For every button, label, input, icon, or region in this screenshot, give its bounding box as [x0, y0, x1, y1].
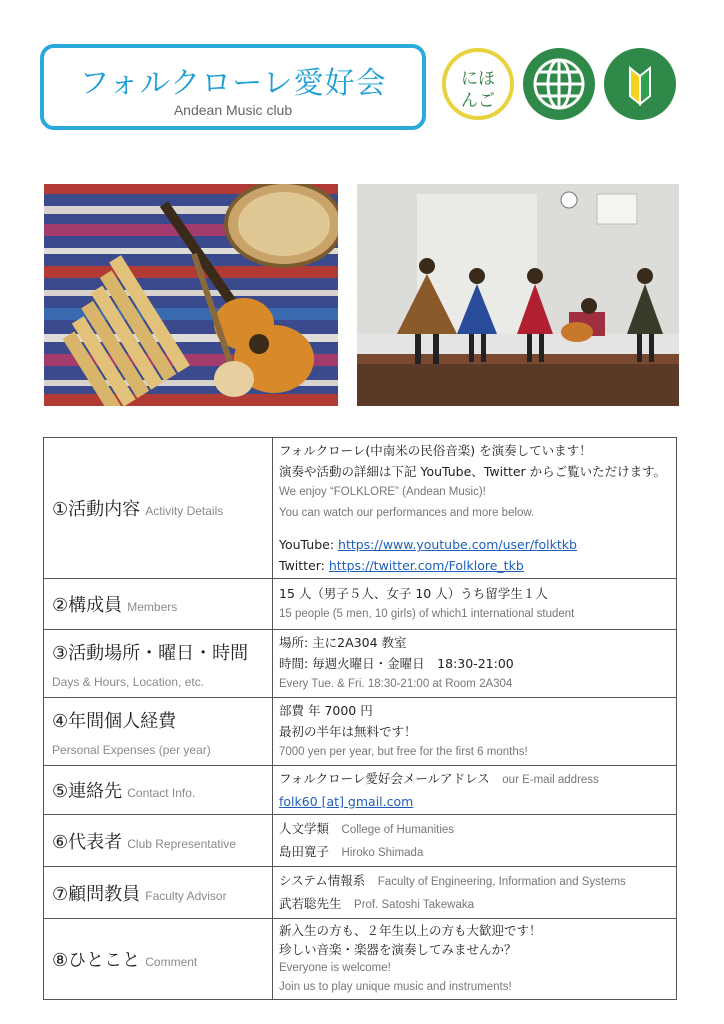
row-content	[273, 698, 677, 766]
twitter-link[interactable]: https://twitter.com/Folklore_tkb	[328, 558, 524, 573]
text-line: フォルクローレ(中南米の民俗音楽) を演奏しています！	[279, 443, 592, 458]
text-line: 時間: 毎週火曜日・金曜日 18:30-21:00	[279, 656, 514, 671]
email-link[interactable]: folk60 [at] gmail.com	[279, 794, 414, 809]
text-line	[279, 818, 670, 841]
label-en: Club Representative	[127, 836, 236, 851]
row-content	[273, 579, 677, 630]
text-line	[279, 893, 670, 916]
twitter-line	[279, 555, 670, 576]
label-jp: ②構成員	[52, 595, 123, 616]
instruments-photo	[44, 184, 338, 406]
performance-photo	[357, 184, 679, 406]
faculty-en: Faculty of Engineering, Information and Systems	[377, 875, 626, 888]
table-row	[44, 919, 677, 1000]
club-subtitle: Andean Music club	[173, 102, 293, 118]
label-jp: ①活動内容	[52, 499, 141, 520]
row-label	[44, 698, 273, 766]
badge-text-bottom: んご	[461, 91, 495, 111]
row-label	[44, 867, 273, 919]
text-line	[279, 768, 670, 791]
youtube-line	[279, 534, 670, 555]
table-row	[44, 630, 677, 698]
label-en: Members	[127, 600, 178, 614]
youtube-label: YouTube:	[279, 537, 339, 552]
advisor-en: Prof. Satoshi Takewaka	[354, 898, 474, 911]
table-row	[44, 815, 677, 867]
text-line: 場所: 主に2A304 教室	[279, 635, 407, 650]
text-line-en: You can watch our performances and more below.	[279, 507, 535, 519]
text-line-en: Join us to play unique music and instruments!	[279, 981, 512, 993]
contact-label: フォルクローレ愛好会メールアドレス	[279, 771, 490, 786]
club-info-table	[43, 437, 677, 1000]
club-title-box	[40, 44, 426, 130]
text-line-en: 15 people (5 men, 10 girls) of which1 international student	[279, 608, 575, 620]
text-line-en: We enjoy “FOLKLORE” (Andean Music)!	[279, 486, 486, 498]
label-en: Activity Details	[145, 504, 224, 518]
table-row	[44, 867, 677, 919]
table-row	[44, 766, 677, 815]
label-en: Personal Expenses (per year)	[52, 742, 211, 757]
text-line: 15 人（男子５人、女子 10 人）うち留学生１人	[279, 586, 548, 601]
text-line: 新入生の方も、２年生以上の方も大歓迎です！	[279, 923, 542, 938]
row-content	[273, 438, 677, 579]
text-line-en: Everyone is welcome!	[279, 962, 391, 974]
club-title: フォルクローレ愛好会	[79, 66, 387, 101]
dept-jp: 人文学類	[279, 820, 330, 836]
table-row	[44, 438, 677, 579]
label-en: Comment	[145, 955, 198, 969]
twitter-label: Twitter:	[279, 558, 329, 573]
text-line: 演奏や活動の詳細は下記 YouTube、Twitter からご覧いただけます。	[279, 464, 667, 479]
dept-en: College of Humanities	[341, 823, 455, 836]
text-line: 最初の半年は無料です！	[279, 724, 417, 739]
youtube-link[interactable]: https://www.youtube.com/user/folktkb	[338, 537, 577, 552]
label-jp: ⑥代表者	[52, 831, 123, 853]
faculty-jp: システム情報系	[279, 872, 366, 888]
advisor-jp: 武若聡先生	[279, 895, 342, 911]
name-en: Hiroko Shimada	[341, 846, 424, 859]
row-label	[44, 815, 273, 867]
row-content	[273, 630, 677, 698]
row-content	[273, 766, 677, 815]
text-line: 珍しい音楽・楽器を演奏してみませんか？	[279, 942, 517, 957]
globe-icon	[523, 48, 595, 120]
label-jp: ⑦顧問教員	[52, 883, 141, 905]
row-label	[44, 919, 273, 1000]
text-line-en: Every Tue. & Fri. 18:30-21:00 at Room 2A304	[279, 678, 513, 690]
text-line-en: 7000 yen per year, but free for the first 6 months!	[279, 746, 528, 758]
text-line	[279, 841, 670, 864]
row-content	[273, 919, 677, 1000]
text-line: 部費 年 7000 円	[279, 703, 373, 718]
table-row	[44, 698, 677, 766]
label-jp: ⑧ひとこと	[52, 950, 141, 971]
label-en: Faculty Advisor	[145, 888, 227, 903]
label-en: Days & Hours, Location, etc.	[52, 674, 205, 689]
table-row	[44, 579, 677, 630]
row-label	[44, 579, 273, 630]
row-label	[44, 766, 273, 815]
row-content	[273, 867, 677, 919]
row-label	[44, 630, 273, 698]
contact-label-en: our E-mail address	[502, 774, 599, 786]
row-label	[44, 438, 273, 579]
label-jp: ⑤連絡先	[52, 781, 123, 802]
beginner-leaf-icon	[604, 48, 676, 120]
label-jp: ③活動場所・曜日・時間	[52, 642, 249, 664]
text-line	[279, 870, 670, 893]
label-en: Contact Info.	[127, 786, 196, 800]
nihongo-badge-icon	[442, 48, 514, 120]
label-jp: ④年間個人経費	[52, 710, 177, 732]
name-jp: 島田寛子	[279, 843, 330, 859]
badge-text-top: にほ	[461, 69, 495, 89]
row-content	[273, 815, 677, 867]
